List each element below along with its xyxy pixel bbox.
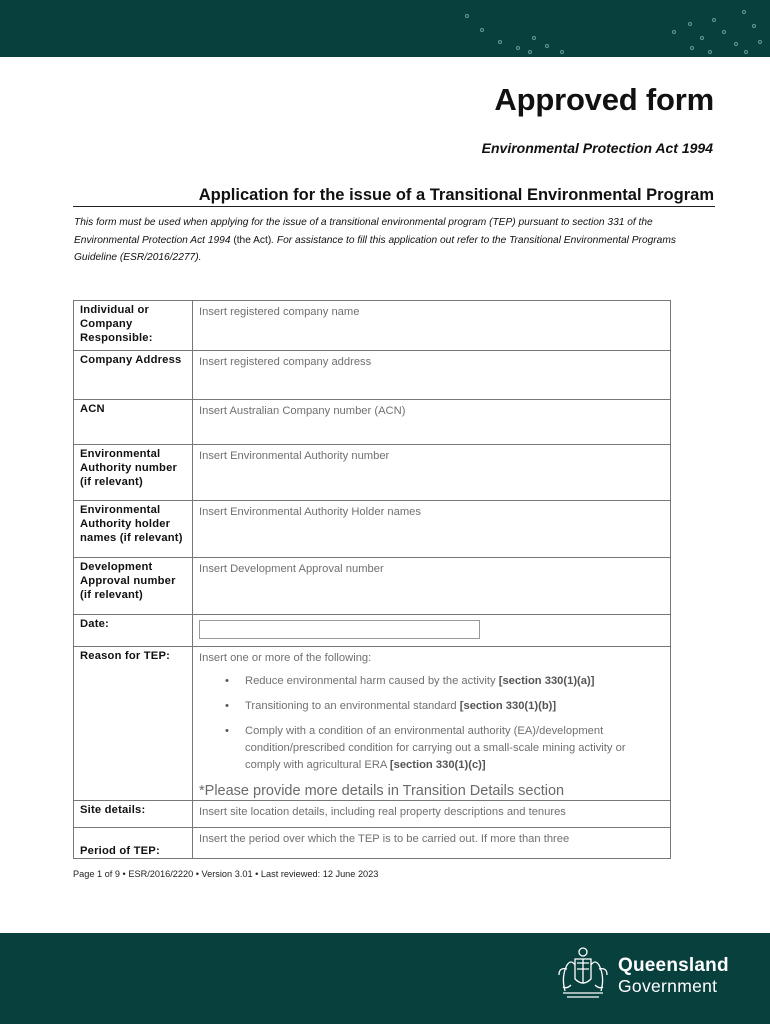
reason-field[interactable] — [193, 647, 671, 801]
reason-intro: Insert one or more of the following: — [199, 652, 372, 664]
decorative-dot — [700, 36, 704, 40]
intro-part-1: This form must be used when applying for the issue of a transitional environmental program (TEP) pursuant to section 331 of the Environmental Protection Act 1994 — [74, 217, 653, 246]
reason-label: Reason for TEP: — [74, 647, 193, 801]
ea-number-label: Environmental Authority number (if relevant) — [74, 445, 193, 501]
reason-section: [section 330(1)(a)] — [498, 675, 595, 687]
acn-label: ACN — [74, 400, 193, 445]
form-row-period — [74, 828, 671, 859]
page-title: Approved form — [494, 82, 714, 117]
intro-part-2: (the Act) — [230, 234, 272, 246]
period-field[interactable]: Insert the period over which the TEP is to be carried out. If more than three — [193, 828, 671, 859]
decorative-dot — [516, 46, 520, 50]
acn-field[interactable]: Insert Australian Company number (ACN) — [193, 400, 671, 445]
header-band — [0, 0, 770, 57]
reason-list — [225, 673, 664, 774]
act-name: Environmental Protection Act 1994 — [481, 140, 713, 156]
company-name-field[interactable]: Insert registered company name — [193, 301, 671, 351]
period-label-cell — [74, 828, 193, 859]
da-number-field[interactable]: Insert Development Approval number — [193, 558, 671, 615]
reason-text: Reduce environmental harm caused by the activity — [245, 675, 499, 687]
form-row-site — [74, 801, 671, 828]
decorative-dot — [742, 10, 746, 14]
ea-number-field[interactable]: Insert Environmental Authority number — [193, 445, 671, 501]
decorative-dot — [734, 42, 738, 46]
form-row-reason — [74, 647, 671, 801]
decorative-dot — [672, 30, 676, 34]
date-label: Date: — [74, 615, 193, 647]
reason-text: Transitioning to an environmental standard — [245, 700, 460, 712]
decorative-dot — [480, 28, 484, 32]
decorative-dot — [712, 18, 716, 22]
form-row-company — [74, 301, 671, 351]
form-subtitle: Application for the issue of a Transitional Environmental Program — [198, 186, 714, 204]
queensland-logotype: Queensland — [618, 955, 729, 976]
form-row-ea-holder — [74, 501, 671, 558]
decorative-dot — [545, 44, 549, 48]
decorative-dot — [688, 22, 692, 26]
form-row-date — [74, 615, 671, 647]
form-row-ea-number — [74, 445, 671, 501]
government-logotype: Government — [618, 976, 718, 996]
decorative-dot — [532, 36, 536, 40]
intro-text — [74, 214, 714, 267]
decorative-dot — [498, 40, 502, 44]
site-details-field[interactable]: Insert site location details, including real property descriptions and tenures — [193, 801, 671, 828]
date-cell — [193, 615, 671, 647]
reason-note: *Please provide more details in Transition Details section — [199, 783, 565, 799]
address-label: Company Address — [74, 351, 193, 400]
ea-holder-label: Environmental Authority holder names (if relevant) — [74, 501, 193, 558]
site-label: Site details: — [74, 801, 193, 828]
intro-part-3: . For assistance to fill this application out refer to the Transitional Environmental Programs Guideline (ESR/2016/2277). — [74, 234, 676, 263]
decorative-dot — [528, 50, 532, 54]
reason-text: Comply with a condition of an environmental authority (EA)/development condition/prescribed condition for carrying out a small-scale mining activity or comply with agricultural ERA — [245, 725, 626, 771]
ea-holder-field[interactable]: Insert Environmental Authority Holder names — [193, 501, 671, 558]
reason-item — [225, 673, 664, 690]
reason-item — [225, 723, 664, 774]
decorative-dot — [560, 50, 564, 54]
decorative-dot — [752, 24, 756, 28]
date-input[interactable] — [199, 620, 480, 639]
company-address-field[interactable]: Insert registered company address — [193, 351, 671, 400]
decorative-dot — [690, 46, 694, 50]
reason-section: [section 330(1)(c)] — [389, 759, 486, 771]
decorative-dot — [744, 50, 748, 54]
decorative-dot — [758, 40, 762, 44]
da-label: Development Approval number (if relevant) — [74, 558, 193, 615]
company-label: Individual or Company Responsible: — [74, 301, 193, 351]
form-row-da — [74, 558, 671, 615]
coat-of-arms-icon — [553, 945, 613, 1001]
decorative-dot — [465, 14, 469, 18]
decorative-dot — [722, 30, 726, 34]
form-row-acn — [74, 400, 671, 445]
reason-item — [225, 698, 664, 715]
subtitle-divider — [73, 206, 715, 207]
decorative-dot — [708, 50, 712, 54]
application-form — [73, 300, 671, 859]
form-row-address — [74, 351, 671, 400]
period-label: Period of TEP: — [80, 845, 160, 857]
reason-section: [section 330(1)(b)] — [459, 700, 557, 712]
page-footer: Page 1 of 9 • ESR/2016/2220 • Version 3.01 • Last reviewed: 12 June 2023 — [73, 869, 379, 879]
